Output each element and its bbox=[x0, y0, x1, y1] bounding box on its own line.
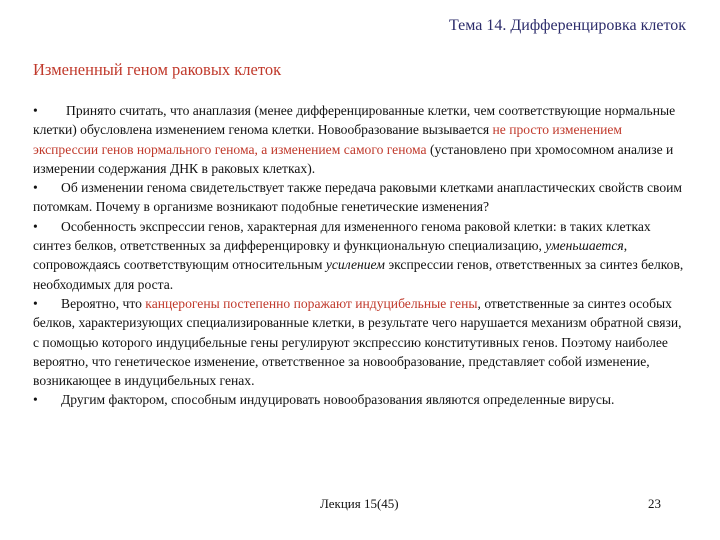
paragraph-text: Особенность экспрессии генов, характерная для измененного генома раковой клетки: в таких клетках синтез белков, ответственных за дифференцировку и функциональную специализацию, bbox=[33, 218, 651, 254]
section-subtitle: Измененный геном раковых клеток bbox=[33, 60, 282, 79]
italic-text: уменьшается bbox=[545, 238, 624, 254]
bullet-paragraph bbox=[33, 294, 688, 390]
highlighted-text: канцерогены постепенно поражают индуцибельные гены bbox=[145, 295, 478, 311]
paragraph-text: (установлено при хромосомном анализе и измерении содержания ДНК в раковых клетках). bbox=[33, 141, 674, 176]
paragraph-text: , сопровождаясь соответствующим относительным bbox=[33, 238, 628, 273]
footer-lecture-label: Лекция 15(45) bbox=[320, 496, 399, 511]
bullet-paragraph bbox=[33, 217, 688, 294]
bullet-marker: • bbox=[33, 295, 38, 311]
page-header-title: Тема 14. Дифференцировка клеток bbox=[449, 17, 686, 34]
paragraph-text: Вероятно, что bbox=[61, 295, 146, 311]
italic-text: усилением bbox=[325, 257, 385, 273]
paragraph-text: экспрессии генов, ответственных за синтез белков, необходимых для роста. bbox=[33, 257, 684, 292]
paragraph-text: , ответственные за синтез особых белков, характеризующих специализированные клетки, в результате чего нарушается механизм обратной связи, с помощью которого индуцибельные гены регулируют экспрессию конститутивных генов. Поэтому наиболее вероятно, что генетическое изменение, ответственное за новообразование, представляет собой изменение, возникающее в индуцибельных генах. bbox=[33, 295, 682, 389]
bullet-paragraph bbox=[33, 178, 688, 217]
paragraph-text: Об изменении генома свидетельствует также передача раковыми клетками анапластических свойств своим потомкам. Почему в организме возникают подобные генетические изменения? bbox=[33, 180, 683, 215]
bullet-marker: • bbox=[33, 218, 38, 234]
bullet-marker: • bbox=[33, 103, 38, 118]
bullet-marker: • bbox=[33, 180, 38, 196]
highlighted-text: не просто изменением экспрессии генов нормального генома, а изменением самого генома bbox=[33, 122, 623, 157]
bullet-marker: • bbox=[33, 392, 38, 408]
bullet-paragraph bbox=[33, 101, 688, 178]
body-text bbox=[33, 101, 688, 410]
bullet-paragraph bbox=[33, 390, 688, 409]
paragraph-text: Принято считать, что анаплазия (менее дифференцированные клетки, чем соответствующие нормальные клетки) обусловлена изменением генома клетки. Новообразование вызывается bbox=[33, 103, 676, 138]
footer-page-number: 23 bbox=[648, 496, 661, 511]
paragraph-text: Другим фактором, способным индуцировать новообразования являются определенные вирусы. bbox=[61, 392, 615, 408]
